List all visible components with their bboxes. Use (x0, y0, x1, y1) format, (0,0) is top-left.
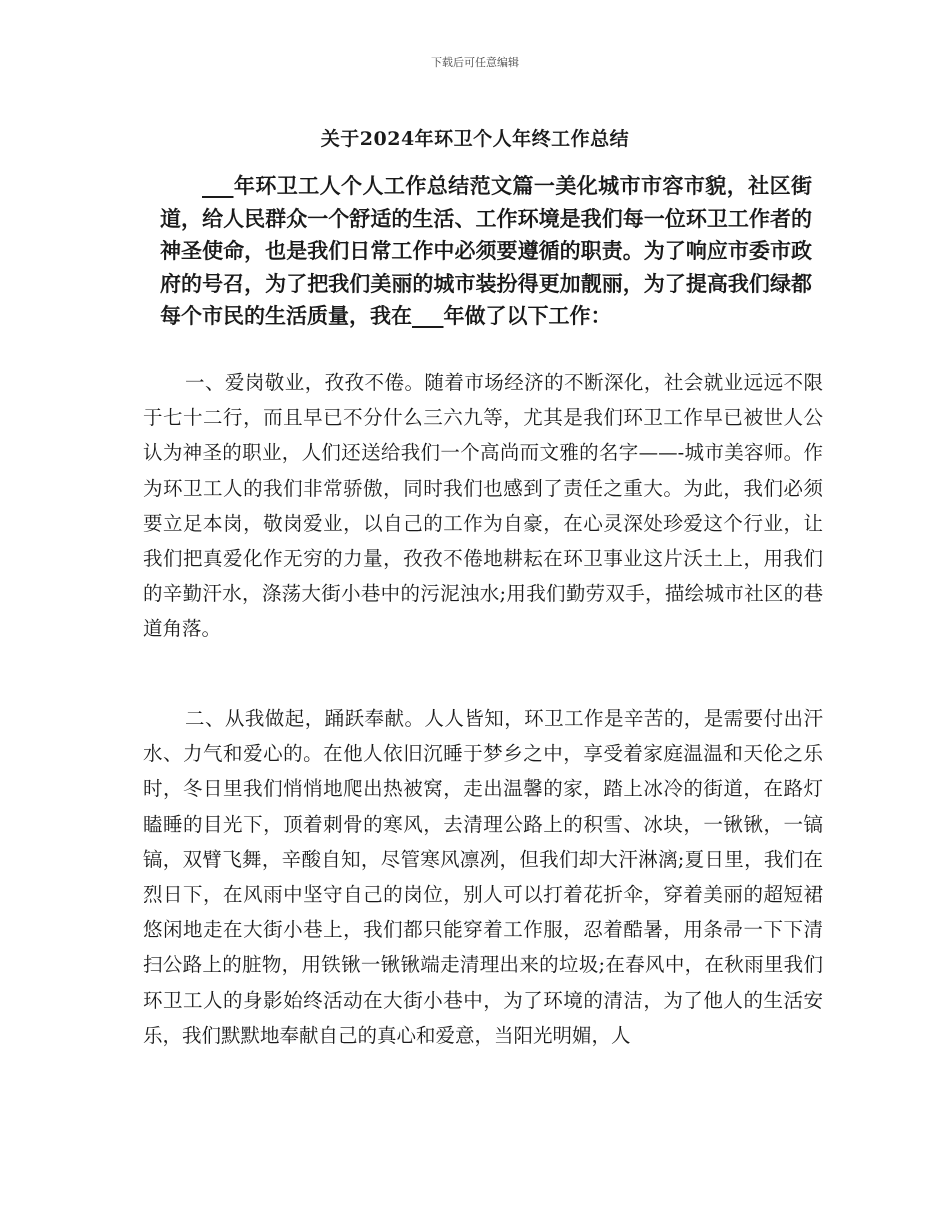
body-paragraph-2: 二、从我做起，踊跃奉献。人人皆知，环卫工作是辛苦的，是需要付出汗水、力气和爱心的。在他人依旧沉睡于梦乡之中，享受着家庭温温和天伦之乐时，冬日里我们悄悄地爬出热被窝，走出温馨的家，踏上冰冷的街道，在路灯瞌睡的目光下，顶着刺骨的寒风，去清理公路上的积雪、冰块，一锹锹，一镐镐，双臂飞舞，辛酸自知，尽管寒风凛冽，但我们却大汗淋漓;夏日里，我们在烈日下，在风雨中坚守自己的岗位，别人可以打着花折伞，穿着美丽的超短裙悠闲地走在大街小巷上，我们都只能穿着工作服，忍着酷暑，用条帚一下下清扫公路上的脏物，用铁锹一锹锹端走清理出来的垃圾;在春风中，在秋雨里我们环卫工人的身影始终活动在大街小巷中，为了环境的清洁，为了他人的生活安乐，我们默默地奉献自己的真心和爱意，当阳光明媚，人 (143, 707, 823, 1047)
body-paragraph-1: 一、爱岗敬业，孜孜不倦。随着市场经济的不断深化，社会就业远远不限于七十二行，而且早已不分什么三六九等，尤其是我们环卫工作早已被世人公认为神圣的职业，人们还送给我们一个高尚而文雅的名字——-城市美容师。作为环卫工人的我们非常骄傲，同时我们也感到了责任之重大。为此，我们必须要立足本岗，敬岗爱业，以自己的工作为自豪，在心灵深处珍爱这个行业，让我们把真爱化作无穷的力量，孜孜不倦地耕耘在环卫事业这片沃土上，用我们的辛勤汗水，涤荡大街小巷中的污泥浊水;用我们勤劳双手，描绘城市社区的巷道角落。 (143, 371, 823, 641)
intro-paragraph: ___年环卫工人个人工作总结范文篇一美化城市市容市貌，社区街道，给人民群众一个舒适的生活、工作环境是我们每一位环卫工作者的神圣使命，也是我们日常工作中必须要遵循的职责。为了响应市委市政府的号召，为了把我们美丽的城市装扮得更加靓丽，为了提高我们绿都每个市民的生活质量，我在___年做了以下工作： (160, 173, 812, 329)
header-note: 下载后可任意编辑 (431, 56, 519, 69)
document-title: 关于2024年环卫个人年终工作总结 (320, 128, 630, 150)
